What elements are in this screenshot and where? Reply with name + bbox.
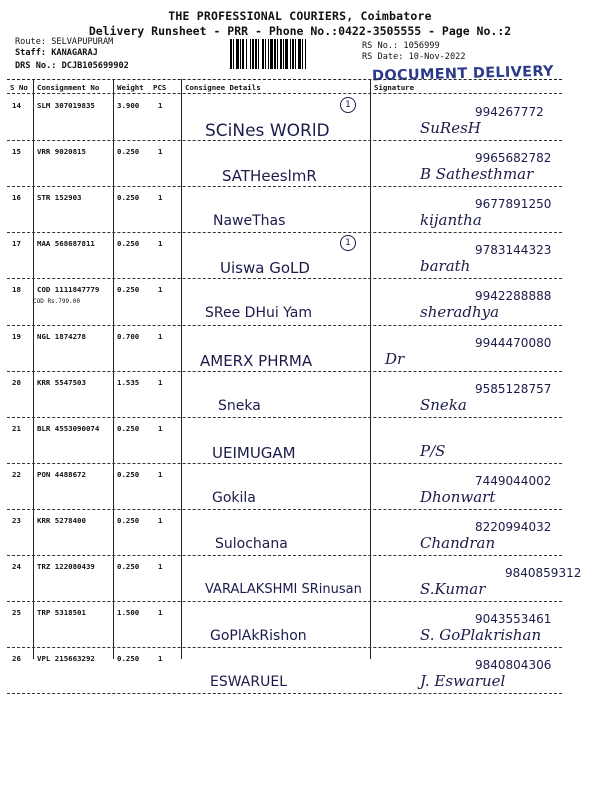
col-head-consignee: Consignee Details (185, 83, 261, 92)
row-sno: 21 (12, 423, 21, 433)
row-pcs: 1 (158, 562, 163, 571)
row-weight: 1.500 (117, 608, 140, 618)
route-label: Route: (15, 37, 47, 47)
row-divider (7, 463, 562, 464)
row-pcs: 1 (158, 377, 163, 387)
receiver-signature: Sneka (420, 395, 467, 414)
row-weight: 1.535 (117, 377, 140, 387)
row-weight: 0.250 (117, 193, 140, 203)
row-divider (7, 232, 562, 233)
row-sno: 18 (12, 285, 21, 295)
receiver-signature: Chandran (420, 533, 496, 552)
col-divider-consignee (370, 79, 371, 659)
col-divider-weight-pcs (181, 79, 182, 659)
staff-line (15, 48, 98, 58)
receiver-phone: 9043553461 (475, 612, 552, 627)
row-consignment-no: KRR 5278400 (37, 515, 86, 525)
row-sno: 25 (12, 608, 21, 618)
row-pcs: 1 (158, 423, 163, 433)
route-value: SELVAPUPURAM (51, 37, 114, 47)
row-sno: 23 (12, 515, 21, 525)
consignee-handwriting: Gokila (212, 489, 256, 506)
receiver-phone: 9840804306 (475, 658, 552, 673)
row-divider (7, 647, 562, 648)
drs-value: DCJB105699902 (61, 61, 129, 71)
receiver-signature: S.Kumar (420, 580, 486, 598)
row-consignment-no: TRP 5318501 (37, 608, 86, 618)
row-pcs: 1 (158, 239, 163, 249)
row-pcs: 1 (158, 101, 163, 110)
receiver-phone: 9585128757 (475, 381, 552, 396)
rs-no-value: 1056999 (403, 41, 440, 51)
row-divider (7, 278, 562, 279)
consignee-handwriting: VARALAKSHMI SRinusan (205, 582, 362, 597)
consignee-handwriting: SRee DHui Yam (205, 305, 313, 322)
row-sno: 19 (12, 331, 21, 341)
staff-label: Staff: (15, 48, 47, 58)
consignee-handwriting: Sulochana (215, 535, 288, 552)
delivery-mark: 1 (340, 235, 356, 251)
rs-date-line (362, 52, 466, 62)
row-divider (7, 417, 562, 418)
row-pcs: 1 (158, 331, 163, 341)
receiver-signature: J. Eswaruel (420, 672, 506, 691)
row-consignment-no: PON 4488672 (37, 469, 86, 479)
receiver-signature: Dhonwart (420, 487, 496, 506)
receiver-signature: kijantha (420, 211, 482, 230)
rs-no-label: RS No.: (362, 41, 399, 51)
row-consignment-no: KRR 5547503 (37, 377, 86, 387)
table-top-rule (7, 79, 562, 80)
receiver-phone: 9944470080 (475, 335, 552, 350)
consignee-handwriting: ESWARUEL (210, 674, 288, 691)
consignee-handwriting: Sneka (218, 397, 261, 414)
document-delivery-stamp: DOCUMENT DELIVERY (371, 63, 555, 85)
row-sno: 22 (12, 469, 21, 479)
receiver-signature: Dr (385, 349, 405, 368)
drs-line (15, 61, 129, 71)
row-weight: 0.250 (117, 147, 140, 157)
row-consignment-no: TRZ 122080439 (37, 562, 95, 571)
row-pcs: 1 (158, 469, 163, 479)
receiver-phone: 8220994032 (475, 519, 552, 534)
col-divider-consignment (113, 79, 114, 659)
receiver-phone: 9677891250 (475, 197, 552, 212)
row-weight: 3.900 (117, 101, 140, 110)
row-divider (7, 186, 562, 187)
row-divider (7, 601, 562, 602)
consignee-handwriting: GoPlAkRishon (210, 628, 307, 645)
row-consignment-no: NGL 1874278 (37, 331, 86, 341)
col-divider-sno (33, 79, 34, 659)
receiver-signature: S. GoPlakrishan (420, 626, 542, 645)
col-head-signature: Signature (374, 83, 415, 92)
row-consignment-no: VRR 9020815 (37, 147, 86, 157)
consignee-handwriting: NaweThas (213, 213, 286, 230)
row-consignment-no: SLM 307019835 (37, 101, 95, 110)
row-divider (7, 371, 562, 372)
rs-no-line (362, 41, 440, 51)
receiver-phone: 7449044002 (475, 473, 552, 488)
row-divider (7, 693, 562, 694)
receiver-phone: 9783144323 (475, 243, 552, 258)
barcode (230, 39, 356, 69)
consignee-handwriting: AMERX PHRMA (200, 351, 313, 370)
col-head-pcs: PCS (153, 83, 167, 92)
consignee-handwriting: UEIMUGAM (212, 443, 296, 462)
receiver-phone: 9840859312 (505, 566, 582, 580)
row-consignment-no: STR 152903 (37, 193, 82, 203)
runsheet-subtitle: Delivery Runsheet - PRR - Phone No.:0422-3505555 - Page No.:2 (88, 24, 512, 38)
col-head-sno: S No (10, 83, 28, 92)
receiver-signature: SuResH (420, 119, 481, 137)
row-divider (7, 509, 562, 510)
row-pcs: 1 (158, 147, 163, 157)
consignee-handwriting: Uiswa GoLD (220, 259, 310, 278)
row-weight: 0.250 (117, 423, 140, 433)
row-sno: 20 (12, 377, 21, 387)
receiver-phone: 9942288888 (475, 289, 552, 304)
row-weight: 0.250 (117, 654, 140, 664)
drs-label: DRS No.: (15, 61, 57, 71)
row-divider (7, 325, 562, 326)
row-weight: 0.250 (117, 239, 140, 249)
table-header-rule (7, 93, 562, 94)
row-sno: 24 (12, 562, 21, 571)
receiver-signature: sheradhya (420, 303, 500, 322)
col-head-consignment: Consignment No (37, 83, 100, 92)
row-consignment-no: MAA 568687811 (37, 239, 95, 249)
row-pcs: 1 (158, 608, 163, 618)
receiver-signature: P/S (420, 441, 446, 460)
row-weight: 0.700 (117, 331, 140, 341)
row-divider (7, 140, 562, 141)
row-consignment-no: BLR 4553090074 (37, 423, 100, 433)
receiver-phone: 994267772 (475, 105, 544, 119)
row-sno: 16 (12, 193, 21, 203)
rs-date-label: RS Date: (362, 52, 404, 62)
row-divider (7, 555, 562, 556)
row-sno: 14 (12, 101, 21, 110)
consignee-handwriting: SATHeeslmR (222, 167, 317, 186)
consignee-handwriting: SCiNes WORlD (205, 121, 330, 141)
route-line (15, 37, 113, 47)
receiver-signature: barath (420, 257, 471, 276)
row-consignment-no: COD 1111847779 (37, 285, 100, 295)
receiver-phone: 9965682782 (475, 151, 552, 166)
row-consignment-no: VPL 215663292 (37, 654, 95, 664)
row-sno: 17 (12, 239, 21, 249)
row-sno: 15 (12, 147, 21, 157)
row-pcs: 1 (158, 193, 163, 203)
company-title: THE PROFESSIONAL COURIERS, Coimbatore (168, 9, 432, 23)
delivery-mark: 1 (340, 97, 356, 113)
row-pcs: 1 (158, 285, 163, 295)
row-weight: 0.250 (117, 562, 140, 571)
row-pcs: 1 (158, 515, 163, 525)
receiver-signature: B Sathesthmar (420, 165, 534, 184)
row-weight: 0.250 (117, 285, 140, 295)
rs-date-value: 10-Nov-2022 (408, 52, 466, 62)
row-weight: 0.250 (117, 515, 140, 525)
row-pcs: 1 (158, 654, 163, 664)
col-head-weight: Weight (117, 83, 144, 92)
staff-value: KANAGARAJ (51, 48, 98, 58)
row-weight: 0.250 (117, 469, 140, 479)
row-cod-amount: COD Rs.799.00 (33, 298, 80, 306)
row-sno: 26 (12, 654, 21, 664)
